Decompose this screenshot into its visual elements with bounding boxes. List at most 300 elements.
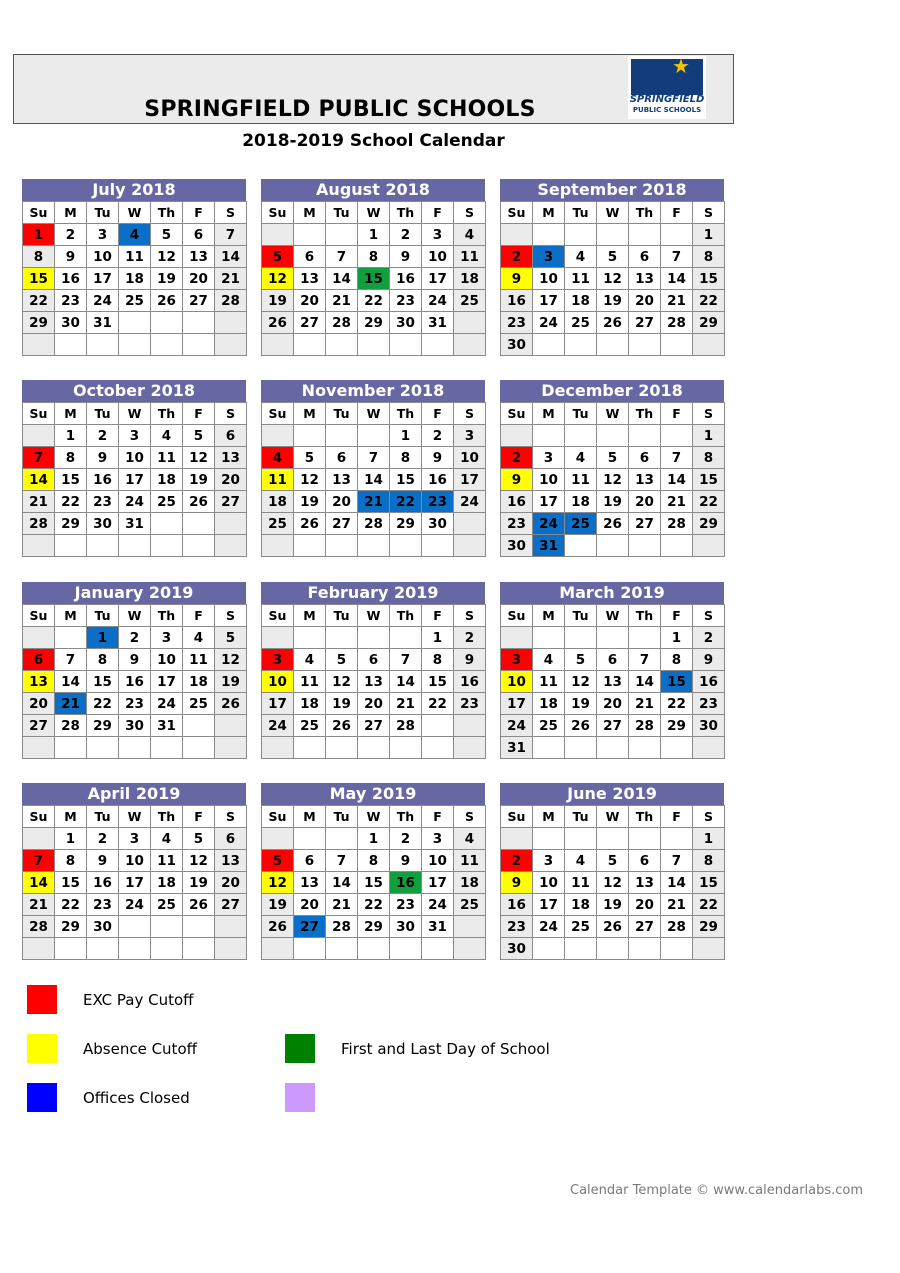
- day-cell: 20: [629, 491, 661, 513]
- week-row: [23, 224, 247, 246]
- day-cell: 27: [23, 715, 55, 737]
- day-cell: 30: [87, 513, 119, 535]
- day-cell: 22: [358, 894, 390, 916]
- day-cell: 11: [183, 649, 215, 671]
- empty-cell: [358, 425, 390, 447]
- weekday-label: F: [183, 806, 215, 828]
- day-cell: 31: [119, 513, 151, 535]
- week-row: [501, 290, 725, 312]
- day-cell: 6: [597, 649, 629, 671]
- day-cell: 13: [326, 469, 358, 491]
- day-cell: 13: [183, 246, 215, 268]
- month-march-2019: [500, 582, 724, 759]
- empty-cell: [183, 737, 215, 759]
- day-cell: 10: [533, 268, 565, 290]
- day-cell: 19: [326, 693, 358, 715]
- day-cell: 10: [151, 649, 183, 671]
- month-october-2018: [22, 380, 246, 557]
- empty-cell: [294, 535, 326, 557]
- day-cell: 7: [358, 447, 390, 469]
- month-title: March 2019: [500, 582, 724, 604]
- weekday-label: Tu: [565, 806, 597, 828]
- week-row: [501, 447, 725, 469]
- day-cell: 3: [501, 649, 533, 671]
- weekday-header-row: [23, 403, 247, 425]
- day-cell: 27: [294, 312, 326, 334]
- empty-cell: [87, 938, 119, 960]
- day-cell: 13: [215, 447, 247, 469]
- empty-cell: [55, 334, 87, 356]
- calendar-subtitle: 2018-2019 School Calendar: [242, 131, 505, 151]
- month-title: September 2018: [500, 179, 724, 201]
- weekday-label: S: [215, 605, 247, 627]
- school-logo: [628, 56, 706, 119]
- weekday-label: W: [358, 403, 390, 425]
- month-december-2018: [500, 380, 724, 557]
- week-row: [501, 268, 725, 290]
- day-cell: 11: [151, 447, 183, 469]
- day-cell: 21: [55, 693, 87, 715]
- weekday-label: M: [294, 403, 326, 425]
- empty-cell: [661, 737, 693, 759]
- empty-cell: [693, 535, 725, 557]
- empty-cell: [87, 334, 119, 356]
- weekday-label: S: [454, 403, 486, 425]
- empty-cell: [390, 737, 422, 759]
- day-cell: 26: [262, 312, 294, 334]
- day-cell: 23: [693, 693, 725, 715]
- weekday-label: W: [119, 202, 151, 224]
- empty-cell: [151, 916, 183, 938]
- month-grid: [261, 402, 486, 557]
- weekday-label: F: [422, 806, 454, 828]
- week-row: [501, 469, 725, 491]
- empty-cell: [23, 938, 55, 960]
- weekday-label: Tu: [87, 605, 119, 627]
- day-cell: 27: [629, 916, 661, 938]
- day-cell: 3: [422, 828, 454, 850]
- day-cell: 14: [55, 671, 87, 693]
- day-cell: 13: [294, 872, 326, 894]
- week-row: [501, 671, 725, 693]
- week-row: [501, 872, 725, 894]
- weekday-label: F: [183, 605, 215, 627]
- week-row: [501, 938, 725, 960]
- empty-cell: [183, 938, 215, 960]
- day-cell: 18: [183, 671, 215, 693]
- day-cell: 9: [501, 268, 533, 290]
- week-row: [262, 268, 486, 290]
- week-row: [262, 872, 486, 894]
- empty-cell: [454, 715, 486, 737]
- weekday-label: W: [119, 806, 151, 828]
- day-cell: 3: [87, 224, 119, 246]
- day-cell: 8: [661, 649, 693, 671]
- day-cell: 3: [533, 246, 565, 268]
- day-cell: 11: [565, 469, 597, 491]
- day-cell: 29: [55, 513, 87, 535]
- day-cell: 31: [87, 312, 119, 334]
- day-cell: 19: [151, 268, 183, 290]
- day-cell: 22: [422, 693, 454, 715]
- day-cell: 4: [262, 447, 294, 469]
- week-row: [501, 491, 725, 513]
- day-cell: 9: [422, 447, 454, 469]
- day-cell: 4: [454, 828, 486, 850]
- day-cell: 23: [87, 894, 119, 916]
- day-cell: 2: [87, 828, 119, 850]
- day-cell: 22: [55, 491, 87, 513]
- week-row: [262, 627, 486, 649]
- day-cell: 24: [533, 513, 565, 535]
- weekday-label: S: [693, 806, 725, 828]
- day-cell: 10: [262, 671, 294, 693]
- week-row: [262, 491, 486, 513]
- empty-cell: [23, 828, 55, 850]
- empty-cell: [597, 334, 629, 356]
- day-cell: 2: [693, 627, 725, 649]
- week-row: [501, 737, 725, 759]
- week-row: [262, 312, 486, 334]
- empty-cell: [55, 535, 87, 557]
- week-row: [501, 715, 725, 737]
- week-row: [23, 828, 247, 850]
- day-cell: 26: [597, 513, 629, 535]
- day-cell: 27: [294, 916, 326, 938]
- weekday-label: Tu: [326, 202, 358, 224]
- empty-cell: [358, 737, 390, 759]
- day-cell: 21: [629, 693, 661, 715]
- day-cell: 20: [294, 894, 326, 916]
- month-september-2018: [500, 179, 724, 356]
- weekday-label: F: [661, 605, 693, 627]
- day-cell: 19: [565, 693, 597, 715]
- weekday-label: S: [454, 202, 486, 224]
- day-cell: 2: [390, 224, 422, 246]
- empty-cell: [326, 737, 358, 759]
- weekday-label: S: [693, 403, 725, 425]
- day-cell: 5: [597, 850, 629, 872]
- day-cell: 19: [597, 491, 629, 513]
- day-cell: 14: [661, 872, 693, 894]
- week-row: [23, 938, 247, 960]
- weekday-label: Su: [501, 403, 533, 425]
- day-cell: 26: [294, 513, 326, 535]
- week-row: [501, 649, 725, 671]
- day-cell: 8: [23, 246, 55, 268]
- day-cell: 17: [119, 469, 151, 491]
- day-cell: 18: [533, 693, 565, 715]
- day-cell: 8: [693, 246, 725, 268]
- empty-cell: [262, 828, 294, 850]
- day-cell: 18: [565, 491, 597, 513]
- day-cell: 9: [501, 469, 533, 491]
- day-cell: 26: [597, 916, 629, 938]
- logo-line2: PUBLIC SCHOOLS: [632, 106, 702, 114]
- day-cell: 8: [693, 850, 725, 872]
- empty-cell: [23, 425, 55, 447]
- day-cell: 28: [215, 290, 247, 312]
- day-cell: 11: [565, 872, 597, 894]
- day-cell: 5: [597, 447, 629, 469]
- legend-swatch: [27, 1083, 57, 1112]
- empty-cell: [661, 828, 693, 850]
- weekday-label: M: [55, 403, 87, 425]
- empty-cell: [215, 513, 247, 535]
- empty-cell: [661, 425, 693, 447]
- day-cell: 17: [533, 491, 565, 513]
- day-cell: 20: [597, 693, 629, 715]
- empty-cell: [454, 334, 486, 356]
- day-cell: 27: [183, 290, 215, 312]
- empty-cell: [294, 828, 326, 850]
- day-cell: 19: [262, 290, 294, 312]
- day-cell: 25: [119, 290, 151, 312]
- empty-cell: [326, 627, 358, 649]
- day-cell: 18: [151, 469, 183, 491]
- weekday-label: Tu: [87, 403, 119, 425]
- day-cell: 28: [23, 513, 55, 535]
- month-grid: [261, 805, 486, 960]
- day-cell: 9: [454, 649, 486, 671]
- day-cell: 3: [119, 828, 151, 850]
- empty-cell: [565, 828, 597, 850]
- empty-cell: [597, 737, 629, 759]
- day-cell: 14: [661, 469, 693, 491]
- day-cell: 30: [422, 513, 454, 535]
- day-cell: 9: [390, 246, 422, 268]
- day-cell: 29: [55, 916, 87, 938]
- weekday-label: M: [533, 202, 565, 224]
- weekday-label: M: [533, 605, 565, 627]
- weekday-label: Su: [23, 806, 55, 828]
- weekday-label: Th: [629, 605, 661, 627]
- day-cell: 20: [215, 469, 247, 491]
- weekday-label: Tu: [565, 403, 597, 425]
- month-november-2018: [261, 380, 485, 557]
- weekday-label: F: [183, 202, 215, 224]
- day-cell: 2: [501, 850, 533, 872]
- day-cell: 9: [87, 850, 119, 872]
- weekday-label: M: [55, 605, 87, 627]
- day-cell: 31: [501, 737, 533, 759]
- day-cell: 12: [183, 447, 215, 469]
- day-cell: 21: [23, 894, 55, 916]
- day-cell: 10: [533, 872, 565, 894]
- day-cell: 17: [87, 268, 119, 290]
- empty-cell: [629, 828, 661, 850]
- day-cell: 24: [533, 312, 565, 334]
- empty-cell: [629, 425, 661, 447]
- day-cell: 5: [215, 627, 247, 649]
- day-cell: 3: [119, 425, 151, 447]
- week-row: [262, 447, 486, 469]
- day-cell: 16: [55, 268, 87, 290]
- day-cell: 4: [183, 627, 215, 649]
- logo-emblem: [631, 59, 703, 95]
- empty-cell: [422, 334, 454, 356]
- empty-cell: [262, 737, 294, 759]
- day-cell: 29: [358, 312, 390, 334]
- week-row: [23, 469, 247, 491]
- empty-cell: [533, 828, 565, 850]
- weekday-label: F: [661, 403, 693, 425]
- week-row: [23, 693, 247, 715]
- empty-cell: [119, 916, 151, 938]
- empty-cell: [597, 938, 629, 960]
- month-grid: [500, 402, 725, 557]
- empty-cell: [454, 737, 486, 759]
- legend-swatch: [27, 1034, 57, 1063]
- week-row: [501, 693, 725, 715]
- week-row: [262, 513, 486, 535]
- day-cell: 7: [661, 447, 693, 469]
- empty-cell: [23, 334, 55, 356]
- empty-cell: [183, 312, 215, 334]
- day-cell: 10: [454, 447, 486, 469]
- weekday-header-row: [262, 605, 486, 627]
- day-cell: 4: [565, 246, 597, 268]
- weekday-label: Th: [151, 403, 183, 425]
- day-cell: 16: [87, 469, 119, 491]
- week-row: [262, 246, 486, 268]
- week-row: [23, 535, 247, 557]
- day-cell: 1: [55, 828, 87, 850]
- day-cell: 13: [294, 268, 326, 290]
- weekday-label: Su: [23, 605, 55, 627]
- weekday-label: W: [119, 605, 151, 627]
- month-title: November 2018: [261, 380, 485, 402]
- day-cell: 22: [358, 290, 390, 312]
- week-row: [23, 491, 247, 513]
- week-row: [262, 828, 486, 850]
- day-cell: 1: [358, 224, 390, 246]
- day-cell: 1: [693, 828, 725, 850]
- empty-cell: [390, 938, 422, 960]
- weekday-label: Su: [23, 403, 55, 425]
- weekday-label: F: [422, 605, 454, 627]
- day-cell: 6: [23, 649, 55, 671]
- weekday-label: Tu: [326, 403, 358, 425]
- day-cell: 19: [262, 894, 294, 916]
- day-cell: 6: [629, 447, 661, 469]
- day-cell: 31: [422, 916, 454, 938]
- empty-cell: [215, 938, 247, 960]
- month-april-2019: [22, 783, 246, 960]
- legend-swatch: [285, 1034, 315, 1063]
- week-row: [23, 447, 247, 469]
- day-cell: 4: [565, 447, 597, 469]
- empty-cell: [326, 425, 358, 447]
- day-cell: 26: [183, 491, 215, 513]
- empty-cell: [23, 535, 55, 557]
- day-cell: 16: [693, 671, 725, 693]
- empty-cell: [422, 938, 454, 960]
- empty-cell: [326, 828, 358, 850]
- day-cell: 11: [262, 469, 294, 491]
- day-cell: 16: [501, 894, 533, 916]
- day-cell: 2: [390, 828, 422, 850]
- empty-cell: [565, 627, 597, 649]
- day-cell: 30: [501, 535, 533, 557]
- month-february-2019: [261, 582, 485, 759]
- day-cell: 9: [693, 649, 725, 671]
- day-cell: 8: [55, 850, 87, 872]
- empty-cell: [501, 425, 533, 447]
- empty-cell: [390, 627, 422, 649]
- day-cell: 29: [390, 513, 422, 535]
- month-july-2018: [22, 179, 246, 356]
- empty-cell: [119, 737, 151, 759]
- day-cell: 1: [23, 224, 55, 246]
- week-row: [23, 737, 247, 759]
- empty-cell: [294, 334, 326, 356]
- day-cell: 22: [390, 491, 422, 513]
- empty-cell: [661, 334, 693, 356]
- day-cell: 28: [55, 715, 87, 737]
- day-cell: 23: [501, 312, 533, 334]
- empty-cell: [87, 737, 119, 759]
- day-cell: 10: [119, 850, 151, 872]
- day-cell: 20: [215, 872, 247, 894]
- header-banner: [13, 54, 734, 124]
- month-title: June 2019: [500, 783, 724, 805]
- week-row: [262, 290, 486, 312]
- day-cell: 15: [358, 268, 390, 290]
- week-row: [262, 737, 486, 759]
- weekday-header-row: [23, 806, 247, 828]
- legend-label: EXC Pay Cutoff: [83, 991, 194, 1009]
- week-row: [501, 312, 725, 334]
- day-cell: 4: [151, 828, 183, 850]
- day-cell: 10: [533, 469, 565, 491]
- day-cell: 4: [294, 649, 326, 671]
- week-row: [262, 693, 486, 715]
- empty-cell: [422, 715, 454, 737]
- month-grid: [500, 201, 725, 356]
- day-cell: 14: [629, 671, 661, 693]
- day-cell: 23: [55, 290, 87, 312]
- day-cell: 5: [183, 425, 215, 447]
- weekday-label: S: [215, 403, 247, 425]
- day-cell: 18: [565, 290, 597, 312]
- day-cell: 28: [358, 513, 390, 535]
- day-cell: 6: [294, 850, 326, 872]
- day-cell: 24: [422, 894, 454, 916]
- empty-cell: [501, 627, 533, 649]
- footer-credit: Calendar Template © www.calendarlabs.com: [570, 1183, 864, 1198]
- day-cell: 6: [294, 246, 326, 268]
- month-grid: [22, 201, 247, 356]
- day-cell: 10: [87, 246, 119, 268]
- empty-cell: [215, 312, 247, 334]
- day-cell: 20: [183, 268, 215, 290]
- weekday-header-row: [262, 403, 486, 425]
- day-cell: 12: [151, 246, 183, 268]
- week-row: [262, 469, 486, 491]
- day-cell: 15: [422, 671, 454, 693]
- day-cell: 1: [390, 425, 422, 447]
- legend-label: First and Last Day of School: [341, 1040, 550, 1058]
- day-cell: 18: [262, 491, 294, 513]
- empty-cell: [183, 513, 215, 535]
- weekday-label: Su: [501, 202, 533, 224]
- empty-cell: [119, 535, 151, 557]
- weekday-label: Tu: [565, 605, 597, 627]
- week-row: [501, 916, 725, 938]
- empty-cell: [23, 627, 55, 649]
- day-cell: 12: [597, 469, 629, 491]
